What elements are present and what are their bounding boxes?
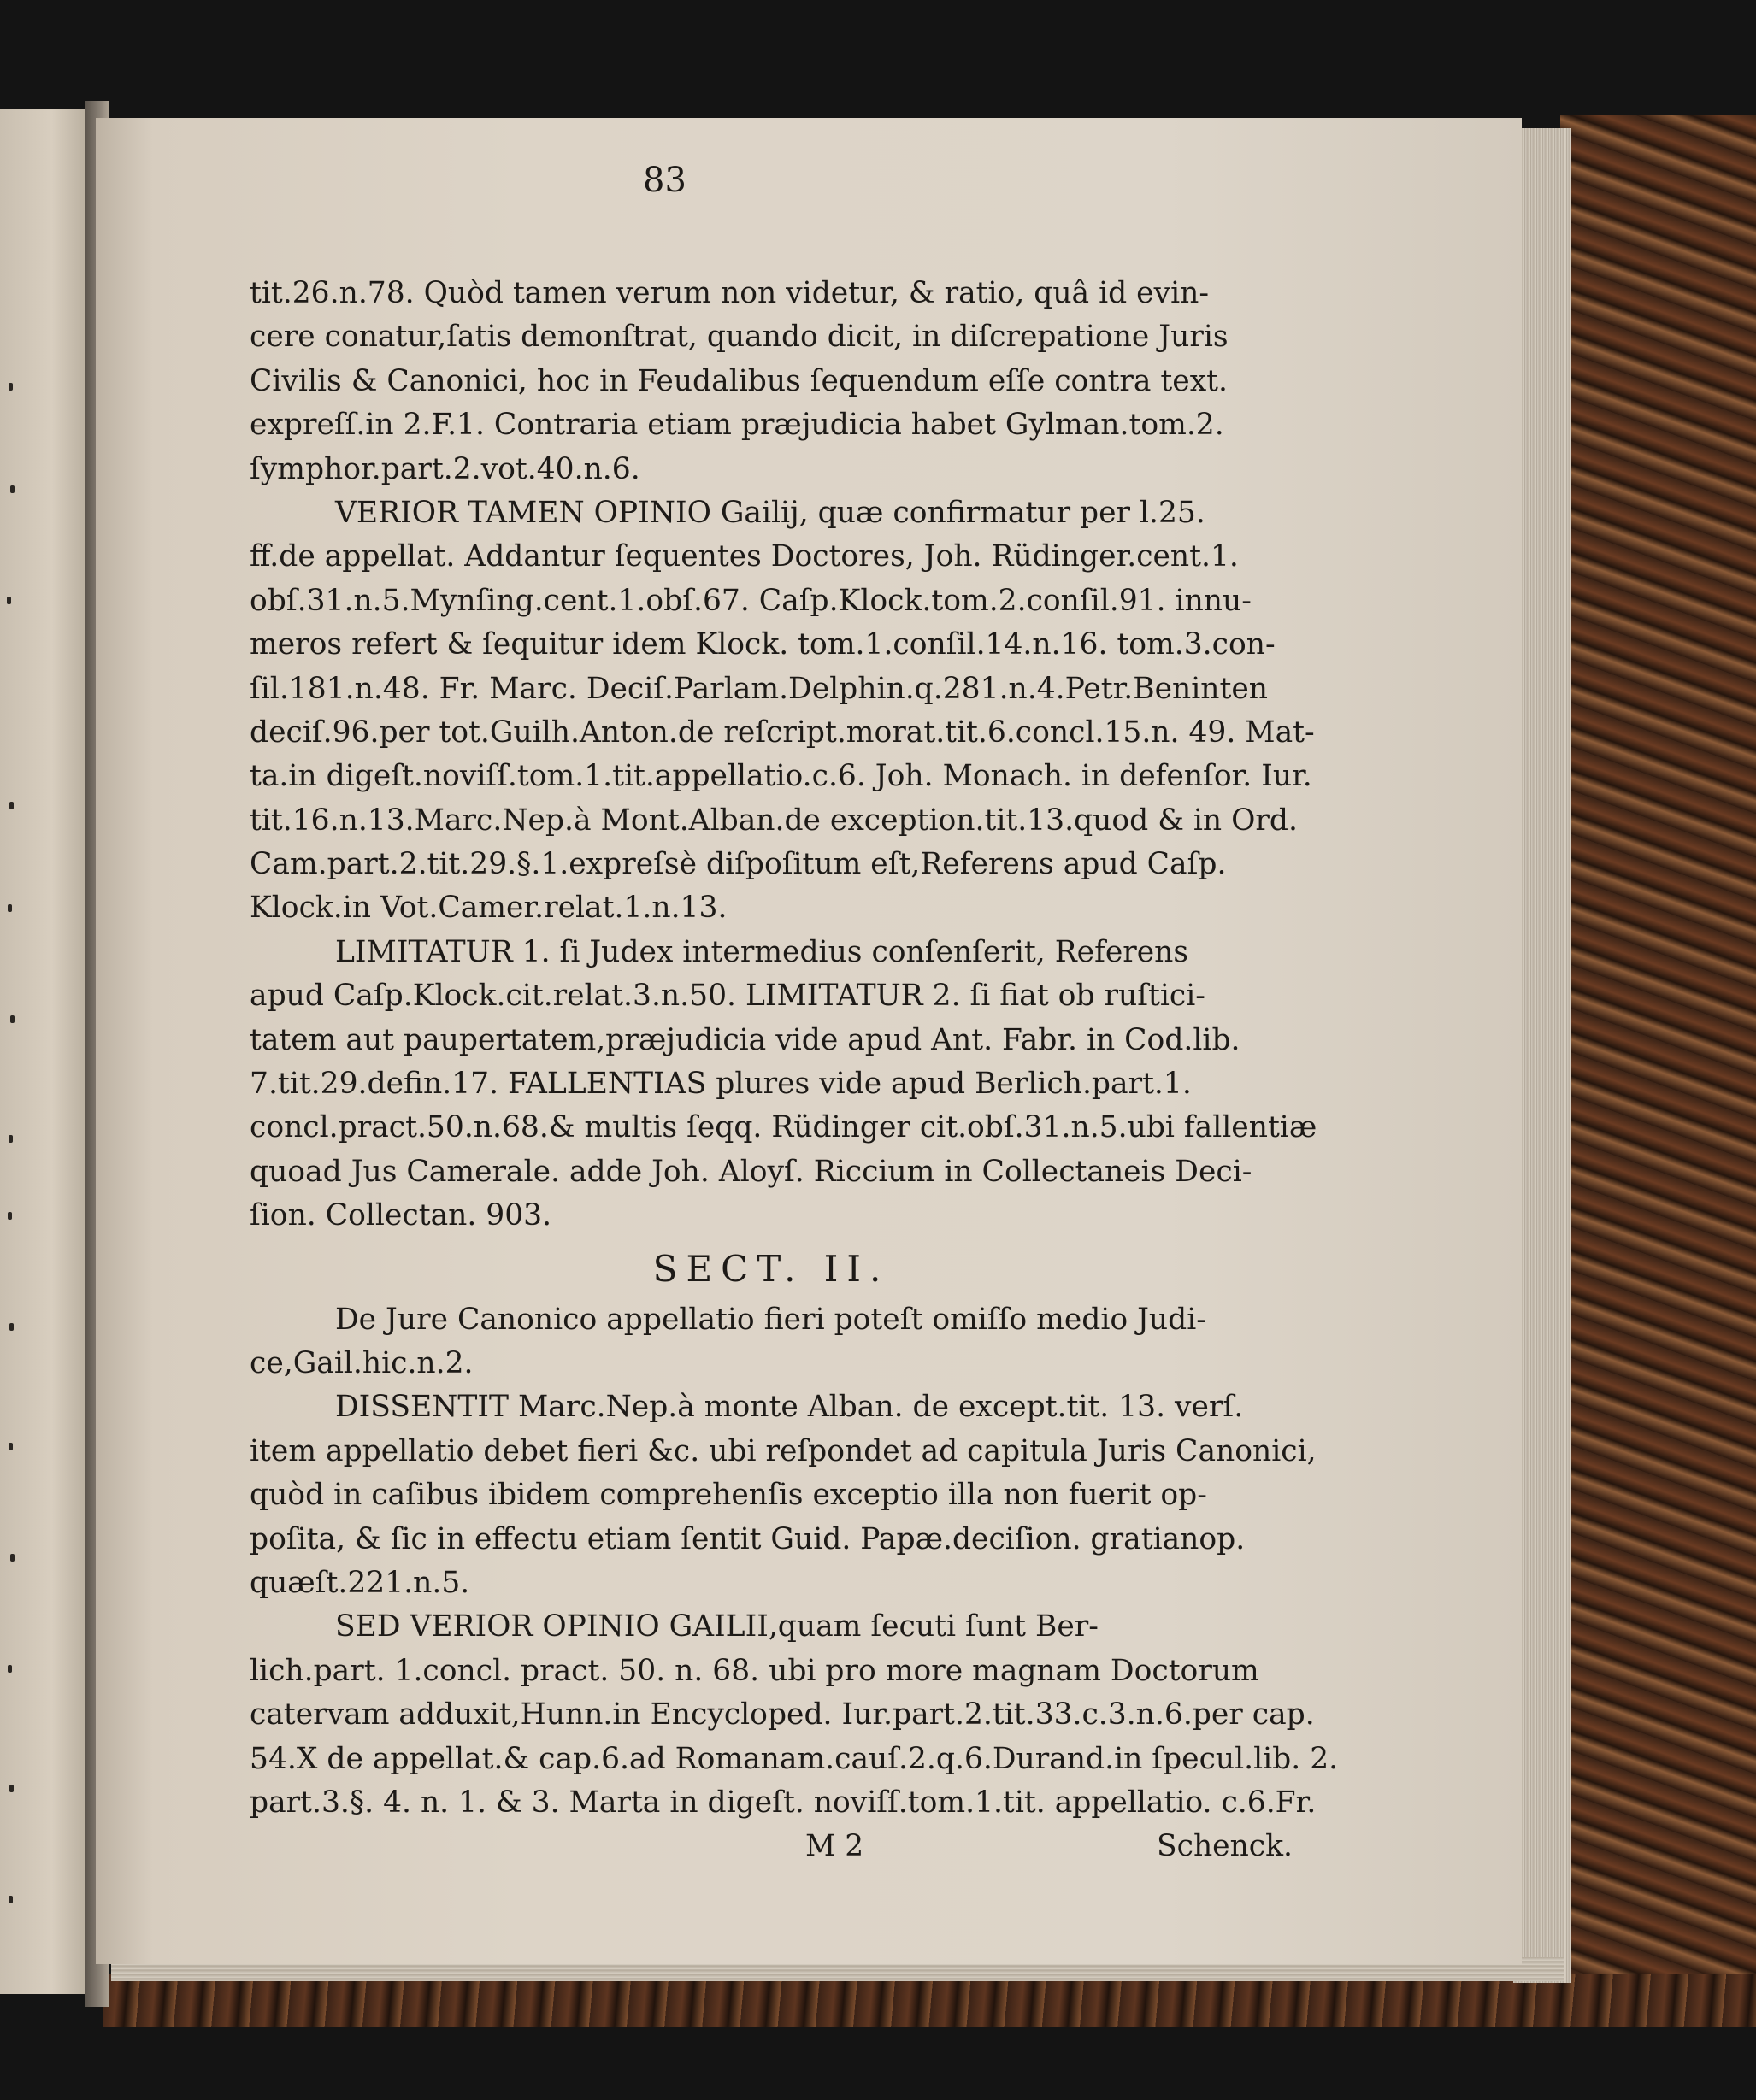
text-line: DISSENTIT Marc.Nep.à monte Alban. de except.tit. 13. verſ.	[335, 1390, 1244, 1425]
text-line: concl.pract.50.n.68.& multis ſeqq. Rüdinger cit.obſ.31.n.5.ubi fallentiæ	[250, 1110, 1317, 1145]
text-line: 54.X de appellat.& cap.6.ad Romanam.cauſ.2.q.6.Durand.in ſpecul.lib. 2.	[250, 1741, 1339, 1776]
text-line: SED VERIOR OPINIO GAILII,quam ſecuti ſunt Ber-	[335, 1609, 1099, 1644]
text-line: obſ.31.n.5.Mynſing.cent.1.obſ.67. Caſp.Klock.tom.2.conſil.91. innu-	[250, 583, 1252, 618]
text-line: deciſ.96.per tot.Guilh.Anton.de reſcript.morat.tit.6.concl.15.n. 49. Mat-	[250, 715, 1315, 750]
text-line: ta.in digeſt.noviſſ.tom.1.tit.appellatio.c.6. Joh. Monach. in defenſor. Iur.	[250, 759, 1312, 794]
page-number: 83	[643, 161, 686, 200]
text-line: ſymphor.part.2.vot.40.n.6.	[250, 451, 640, 486]
text-line: poſita, & ſic in effectu etiam ſentit Guid. Papæ.deciſion. gratianop.	[250, 1521, 1246, 1556]
text-line: ce,Gail.hic.n.2.	[250, 1345, 474, 1380]
marbled-cover-right	[1560, 115, 1756, 1996]
text-line: De Jure Canonico appellatio fieri poteſt omiſſo medio Judi-	[335, 1302, 1206, 1337]
page-footer	[250, 1825, 1293, 1868]
page-fore-edge	[1513, 128, 1571, 1983]
text-line: LIMITATUR 1. ſi Judex intermedius conſenſerit, Referens	[335, 934, 1189, 969]
text-line: quòd in caſibus ibidem comprehenſis exceptio illa non fuerit op-	[250, 1478, 1207, 1513]
page-body-text	[250, 272, 1339, 1869]
text-line: item appellatio debet fieri &c. ubi reſpondet ad capitula Juris Canonici,	[250, 1433, 1317, 1468]
text-line: tit.26.n.78. Quòd tamen verum non videtur, & ratio, quâ id evin-	[250, 276, 1209, 310]
printed-page	[96, 118, 1522, 1964]
text-line: quoad Jus Camerale. adde Joh. Aloyſ. Riccium in Collectaneis Deci-	[250, 1154, 1252, 1189]
text-line: lich.part. 1.concl. pract. 50. n. 68. ubi pro more magnam Doctorum	[250, 1653, 1259, 1688]
text-line: tit.16.n.13.Marc.Nep.à Mont.Alban.de exception.tit.13.quod & in Ord.	[250, 803, 1298, 838]
text-line: meros refert & ſequitur idem Klock. tom.1.conſil.14.n.16. tom.3.con-	[250, 627, 1276, 662]
text-line: catervam adduxit,Hunn.in Encycloped. Iur.part.2.tit.33.c.3.n.6.per cap.	[250, 1697, 1315, 1732]
marbled-cover-bottom	[103, 1974, 1756, 2027]
catchword: Schenck.	[1156, 1829, 1293, 1864]
text-line: tatem aut paupertatem,præjudicia vide apud Ant. Fabr. in Cod.lib.	[250, 1022, 1240, 1057]
text-line: apud Caſp.Klock.cit.relat.3.n.50. LIMITATUR 2. ſi fiat ob ruſtici-	[250, 979, 1205, 1014]
text-line: cere conatur,ſatis demonſtrat, quando dicit, in diſcrepatione Juris	[250, 320, 1229, 355]
text-line: Civilis & Canonici, hoc in Feudalibus ſequendum eſſe contra text.	[250, 363, 1228, 398]
text-line: expreſſ.in 2.F.1. Contraria etiam præjudicia habet Gylman.tom.2.	[250, 408, 1224, 443]
signature-mark: M 2	[805, 1829, 864, 1864]
text-line: quæſt.221.n.5.	[250, 1565, 470, 1600]
facing-page-edge	[0, 109, 94, 1994]
section-heading: SECT. II.	[652, 1247, 890, 1290]
text-line: 7.tit.29.defin.17. FALLENTIAS plures vide apud Berlich.part.1.	[250, 1067, 1192, 1102]
text-line: part.3.§. 4. n. 1. & 3. Marta in digeſt. noviſſ.tom.1.tit. appellatio. c.6.Fr.	[250, 1785, 1317, 1820]
text-line: Cam.part.2.tit.29.§.1.expreſsè diſpoſitum eſt,Referens apud Caſp.	[250, 847, 1227, 882]
text-line: ff.de appellat. Addantur ſequentes Doctores, Joh. Rüdinger.cent.1.	[250, 539, 1239, 574]
text-line: ſion. Collectan. 903.	[250, 1198, 552, 1233]
text-line: Klock.in Vot.Camer.relat.1.n.13.	[250, 891, 728, 926]
text-line: ſil.181.n.48. Fr. Marc. Deciſ.Parlam.Delphin.q.281.n.4.Petr.Beninten	[250, 671, 1268, 706]
text-line: VERIOR TAMEN OPINIO Gailij, quæ confirmatur per l.25.	[335, 495, 1205, 530]
